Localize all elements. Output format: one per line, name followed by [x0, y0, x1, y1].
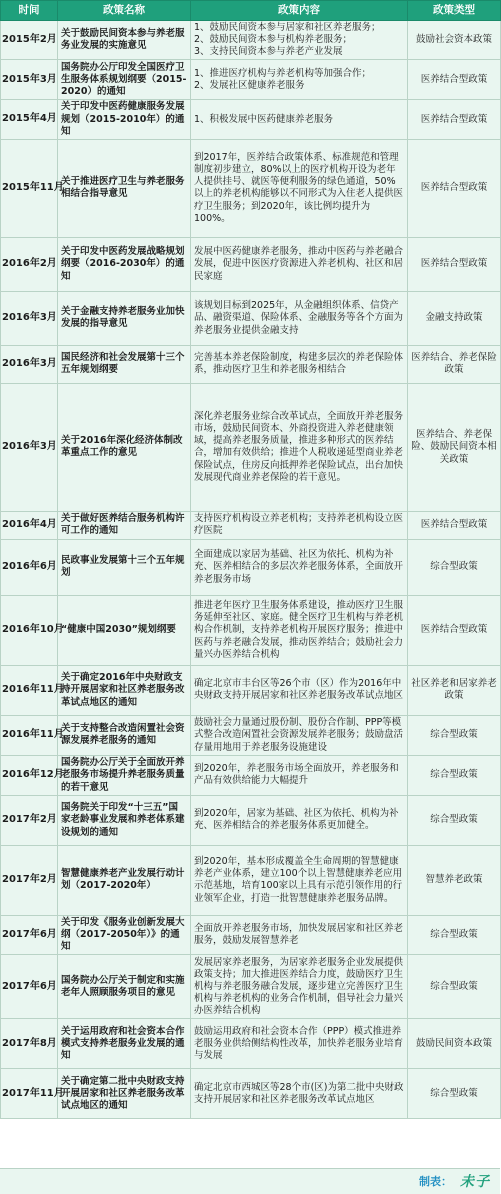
cell-date: 2016年11月 — [1, 715, 58, 755]
cell-policy-content — [191, 60, 408, 100]
cell-policy-name: 关于做好医养结合服务机构许可工作的通知 — [58, 511, 191, 539]
cell-date: 2015年3月 — [1, 60, 58, 100]
content-item: 发展中医药健康养老服务，推动中医药与养老融合发展，促进中医医疗资源进入养老机构、社区和居民家庭 — [194, 246, 404, 282]
brand-logo: 未子 — [460, 1174, 490, 1190]
table-row — [1, 21, 501, 60]
content-item: 推进老年医疗卫生服务体系建设，推动医疗卫生服务延伸至社区、家庭。健全医疗卫生机构与养老机构合作机制，支持养老机构开展医疗服务；推进中医药与养老融合发展，推动医养结合；鼓励社会力量兴办医养结合机构 — [194, 600, 404, 660]
table-row — [1, 291, 501, 345]
cell-date: 2016年11月 — [1, 665, 58, 715]
cell-policy-name: 关于确定第二批中央财政支持开展居家和社区养老服务改革试点地区的通知 — [58, 1069, 191, 1119]
header-policy-name: 政策名称 — [58, 1, 191, 21]
cell-policy-type: 综合型政策 — [408, 715, 501, 755]
cell-policy-type: 综合型政策 — [408, 1069, 501, 1119]
cell-policy-content — [191, 845, 408, 915]
table-row — [1, 383, 501, 511]
content-item: 鼓励社会力量通过股份制、股份合作制、PPP等模式整合改造闲置社会资源发展养老服务；鼓励盘活存量用地用于养老服务设施建设 — [194, 717, 404, 753]
cell-date: 2016年3月 — [1, 383, 58, 511]
cell-date: 2016年10月 — [1, 595, 58, 665]
cell-policy-content — [191, 915, 408, 954]
content-item: 3、支持民间资本参与养老产业发展 — [194, 46, 343, 58]
cell-policy-name: 关于金融支持养老服务业加快发展的指导意见 — [58, 291, 191, 345]
table-row — [1, 755, 501, 795]
cell-policy-name: 关于2016年深化经济体制改革重点工作的意见 — [58, 383, 191, 511]
table-footer — [0, 1168, 500, 1194]
cell-policy-content — [191, 291, 408, 345]
table-row — [1, 511, 501, 539]
cell-policy-content — [191, 1019, 408, 1069]
cell-date: 2016年3月 — [1, 345, 58, 383]
cell-policy-content — [191, 955, 408, 1019]
cell-date: 2017年8月 — [1, 1019, 58, 1069]
cell-policy-type: 鼓励民间资本政策 — [408, 1019, 501, 1069]
cell-policy-content — [191, 383, 408, 511]
cell-date: 2015年2月 — [1, 21, 58, 60]
content-item: 2、鼓励民间资本参与机构养老服务； — [194, 34, 353, 46]
cell-policy-type: 鼓励社会资本政策 — [408, 21, 501, 60]
table-row — [1, 237, 501, 291]
cell-policy-content — [191, 511, 408, 539]
cell-date: 2017年11月 — [1, 1069, 58, 1119]
header-policy-type: 政策类型 — [408, 1, 501, 21]
cell-policy-type: 医养结合、养老保险、鼓励民间资本相关政策 — [408, 383, 501, 511]
table-row — [1, 1019, 501, 1069]
cell-policy-type: 社区养老和居家养老政策 — [408, 665, 501, 715]
cell-policy-type: 医养结合型政策 — [408, 100, 501, 139]
content-item: 2、发展社区健康养老服务 — [194, 79, 305, 91]
content-item: 鼓励运用政府和社会资本合作（PPP）模式推进养老服务业供给侧结构性改革，加快养老服务业培育与发展 — [194, 1025, 404, 1061]
cell-date: 2016年3月 — [1, 291, 58, 345]
cell-date: 2017年2月 — [1, 845, 58, 915]
table-row — [1, 60, 501, 100]
cell-policy-name: 国务院关于印发“十三五”国家老龄事业发展和养老体系建设规划的通知 — [58, 795, 191, 845]
table-row — [1, 795, 501, 845]
cell-date: 2017年2月 — [1, 795, 58, 845]
cell-policy-type: 医养结合型政策 — [408, 237, 501, 291]
cell-policy-name: 关于支持整合改造闲置社会资源发展养老服务的通知 — [58, 715, 191, 755]
cell-date: 2016年2月 — [1, 237, 58, 291]
table-row — [1, 915, 501, 954]
content-item: 确定北京市西城区等28个市(区)为第二批中央财政支持开展居家和社区养老服务改革试点地区 — [194, 1081, 404, 1105]
cell-policy-content — [191, 755, 408, 795]
table-row — [1, 845, 501, 915]
cell-policy-type: 综合型政策 — [408, 955, 501, 1019]
cell-policy-name: 关于运用政府和社会资本合作模式支持养老服务业发展的通知 — [58, 1019, 191, 1069]
cell-policy-type: 医养结合型政策 — [408, 139, 501, 237]
header-policy-content: 政策内容 — [191, 1, 408, 21]
content-item: 发展居家养老服务，为居家养老服务企业发展提供政策支持；加大推进医养结合力度，鼓励医疗卫生机构与养老服务融合发展，逐步建立完善医疗卫生机构与养老机构的业务合作机制，倡导社会力量兴办医养结合机构 — [194, 956, 404, 1017]
content-item: 1、鼓励民间资本参与居家和社区养老服务； — [194, 22, 381, 33]
cell-policy-content — [191, 237, 408, 291]
table-row — [1, 1069, 501, 1119]
cell-policy-name: 国民经济和社会发展第十三个五年规划纲要 — [58, 345, 191, 383]
credit-label: 制表： — [419, 1175, 452, 1188]
cell-policy-content — [191, 100, 408, 139]
cell-policy-type: 综合型政策 — [408, 755, 501, 795]
cell-policy-name: 智慧健康养老产业发展行动计划（2017-2020年） — [58, 845, 191, 915]
cell-policy-name: 关于印发中医药健康服务发展规划（2015-2010年）的通知 — [58, 100, 191, 139]
cell-date: 2016年12月 — [1, 755, 58, 795]
table-row — [1, 139, 501, 237]
cell-policy-content — [191, 665, 408, 715]
cell-date: 2015年4月 — [1, 100, 58, 139]
content-item: 到2017年，医养结合政策体系、标准规范和管理制度初步建立，80%以上的医疗机构开设为老年人提供挂号、就医等便利服务的绿色通道，50%以上的养老机构能够以不同形式为入住老人提供医疗卫生服务；到2020年，该比例均提升为100%。 — [194, 151, 404, 224]
cell-policy-name: 关于确定2016年中央财政支持开展居家和社区养老服务改革试点地区的通知 — [58, 665, 191, 715]
content-item: 1、推进医疗机构与养老机构等加强合作； — [194, 67, 372, 79]
header-date: 时间 — [1, 1, 58, 21]
table-row — [1, 715, 501, 755]
content-item: 支持医疗机构设立养老机构；支持养老机构设立医疗医院 — [194, 513, 404, 537]
table-row — [1, 539, 501, 595]
cell-policy-type: 综合型政策 — [408, 795, 501, 845]
content-item: 到2020年，居家为基础、社区为依托、机构为补充、医养相结合的养老服务体系更加健全。 — [194, 808, 399, 832]
cell-policy-content — [191, 345, 408, 383]
table-row — [1, 665, 501, 715]
content-item: 深化养老服务业综合改革试点，全面放开养老服务市场，鼓励民间资本、外商投资进入养老健康领域，提高养老服务质量，推进多种形式的医养结合，增加有效供给；推进个人税收递延型商业养老保险试点，住房反向抵押养老保险试点，出台加快发展现代商业养老保险的若干意见。 — [194, 410, 404, 483]
cell-date: 2016年6月 — [1, 539, 58, 595]
cell-policy-name: “健康中国2030”规划纲要 — [58, 595, 191, 665]
table-row — [1, 955, 501, 1019]
cell-policy-type: 金融支持政策 — [408, 291, 501, 345]
cell-policy-type: 医养结合型政策 — [408, 595, 501, 665]
cell-policy-type: 医养结合型政策 — [408, 60, 501, 100]
cell-policy-content — [191, 795, 408, 845]
content-item: 到2020年，养老服务市场全面放开，养老服务和产品有效供给能力大幅提升 — [194, 763, 399, 787]
cell-policy-content — [191, 595, 408, 665]
content-item: 全面放开养老服务市场，加快发展居家和社区养老服务，鼓励发展智慧养老 — [194, 923, 404, 947]
content-item: 完善基本养老保险制度，构建多层次的养老保险体系，推动医疗卫生和养老服务相结合 — [194, 352, 404, 376]
cell-policy-type: 综合型政策 — [408, 915, 501, 954]
cell-policy-content — [191, 715, 408, 755]
table-row — [1, 595, 501, 665]
cell-policy-name: 关于印发《服务业创新发展大纲（2017-2050年）》的通知 — [58, 915, 191, 954]
table-row — [1, 100, 501, 139]
cell-date: 2017年6月 — [1, 955, 58, 1019]
content-item: 到2020年，基本形成覆盖全生命周期的智慧健康养老产业体系，建立100个以上智慧健康养老应用示范基地，培育100家以上具有示范引领作用的行业领军企业，打造一批智慧健康养老服务品牌。 — [194, 856, 403, 904]
cell-date: 2017年6月 — [1, 915, 58, 954]
table-body — [1, 21, 501, 1119]
cell-policy-type: 综合型政策 — [408, 539, 501, 595]
cell-policy-name: 国务院办公厅关于制定和实施老年人照顾服务项目的意见 — [58, 955, 191, 1019]
content-item: 该规划目标到2025年，从金融组织体系、信贷产品、融资渠道、保险体系、金融服务等各个方面为养老服务业提供金融支持 — [194, 300, 404, 336]
cell-policy-content — [191, 139, 408, 237]
table-header-row — [1, 1, 501, 21]
cell-policy-name: 关于鼓励民间资本参与养老服务业发展的实施意见 — [58, 21, 191, 60]
content-item: 全面建成以家居为基础、社区为依托、机构为补充、医养相结合的多层次养老服务体系，全面放开养老服务市场 — [194, 549, 404, 585]
cell-policy-name: 关于印发中医药发展战略规划纲要（2016-2030年）的通知 — [58, 237, 191, 291]
cell-policy-content — [191, 21, 408, 60]
cell-policy-type: 医养结合、养老保险政策 — [408, 345, 501, 383]
cell-policy-content — [191, 1069, 408, 1119]
cell-date: 2016年4月 — [1, 511, 58, 539]
cell-policy-type: 智慧养老政策 — [408, 845, 501, 915]
cell-policy-name: 国务院办公厅印发全国医疗卫生服务体系规划纲要（2015-2020）的通知 — [58, 60, 191, 100]
table-row — [1, 345, 501, 383]
cell-policy-name: 国务院办公厅关于全面放开养老服务市场提升养老服务质量的若干意见 — [58, 755, 191, 795]
cell-policy-type: 医养结合型政策 — [408, 511, 501, 539]
content-item: 1、积极发展中医药健康养老服务 — [194, 113, 334, 125]
cell-policy-name: 民政事业发展第十三个五年规划 — [58, 539, 191, 595]
cell-policy-name: 关于推进医疗卫生与养老服务相结合指导意见 — [58, 139, 191, 237]
cell-date: 2015年11月 — [1, 139, 58, 237]
content-item: 确定北京市丰台区等26个市（区）作为2016年中央财政支持开展居家和社区养老服务改革试点地区 — [194, 678, 404, 702]
cell-policy-content — [191, 539, 408, 595]
